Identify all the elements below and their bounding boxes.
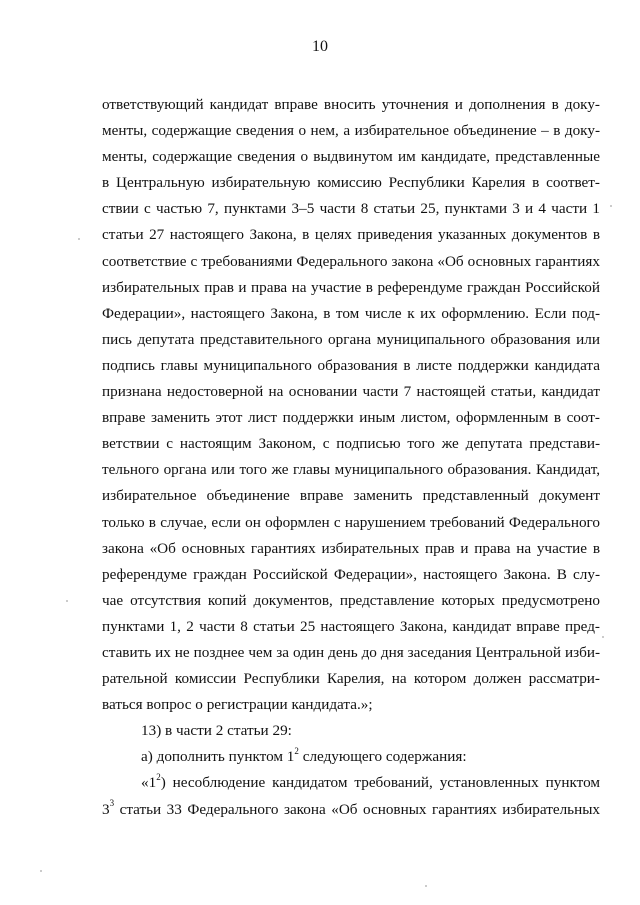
- text-line: менты, содержащие сведения о нем, а избирательное объединение – в доку-: [102, 122, 600, 140]
- text-line: в Центральную избирательную комиссию Республики Карелия в соответ-: [102, 174, 600, 192]
- scan-speck: [602, 636, 604, 638]
- text-line: подпись главы муниципального образования в листе поддержки кандидата: [102, 356, 600, 374]
- text-line: ответствующий кандидат вправе вносить уточнения и дополнения в доку-: [102, 96, 600, 113]
- text-line: чае отсутствия копий документов, представление которых предусмотрено: [102, 591, 600, 609]
- quote-open: «1: [141, 774, 157, 792]
- text-line: ваться вопрос о регистрации кандидата.»;: [102, 696, 373, 714]
- item-a-tail: следующего содержания:: [298, 748, 467, 766]
- scan-speck: [66, 600, 68, 602]
- text-line: признана недостоверной на основании части 7 настоящей статьи, кандидат: [102, 383, 600, 401]
- quote-superscript: 2: [156, 772, 161, 783]
- text-line: статьи 27 настоящего Закона, в целях приведения указанных документов в: [102, 226, 600, 244]
- text-line: вправе заменить этот лист поддержки иным листом, оформленным в соот-: [102, 409, 600, 427]
- text-line: только в случае, если он оформлен с нарушением требований Федерального: [102, 513, 600, 531]
- text-line: закона «Об основных гарантиях избирательных прав и права на участие в: [102, 539, 600, 557]
- text-line: избирательное объединение вправе заменить представленный документ: [102, 487, 600, 505]
- text-line: менты, содержащие сведения о выдвинутом им кандидате, представленные: [102, 148, 600, 166]
- text-line: соответствие с требованиями Федерального закона «Об основных гарантиях: [102, 252, 600, 270]
- quote-rest: ) несоблюдение кандидатом требований, установленных пунктом: [160, 774, 600, 792]
- scan-speck: [78, 238, 80, 240]
- item-13: 13) в части 2 статьи 29:: [141, 722, 292, 740]
- text-line: ветствии с настоящим Законом, с подписью того же депутата представи-: [102, 435, 600, 453]
- document-body: [102, 92, 600, 823]
- text-line: пунктами 1, 2 части 8 статьи 25 настоящего Закона, кандидат вправе пред-: [102, 617, 600, 635]
- item-a-superscript: 2: [294, 746, 299, 757]
- last-line-superscript: 3: [109, 798, 115, 809]
- quote-line: [102, 770, 600, 796]
- text-line: рательной комиссии Республики Карелия, на котором должен рассматри-: [102, 670, 600, 688]
- text-line: ствии с частью 7, пунктами 3–5 части 8 статьи 25, пунктами 3 и 4 части 1: [102, 200, 600, 218]
- scan-speck: [425, 885, 427, 887]
- text-line: тельного органа или того же главы муниципального образования. Кандидат,: [102, 461, 600, 479]
- scan-speck: [40, 870, 42, 872]
- text-line: ставить их не позднее чем за один день до дня заседания Центральной изби-: [102, 643, 600, 661]
- text-line: Федерации», настоящего Закона, в том числе к их оформлению. Если под-: [102, 304, 600, 322]
- item-a: [102, 744, 600, 770]
- last-line: [102, 797, 600, 823]
- text-line: референдуме граждан Российской Федерации», настоящего Закона. В слу-: [102, 565, 600, 583]
- scan-speck: [610, 205, 612, 207]
- last-line-rest: статьи 33 Федерального закона «Об основных гарантиях избирательных: [114, 800, 600, 818]
- text-line: избирательных прав и права на участие в референдуме граждан Российской: [102, 278, 600, 296]
- page-number: 10: [312, 38, 328, 55]
- text-line: пись депутата представительного органа муниципального образования или: [102, 330, 600, 348]
- last-line-number: 3: [102, 800, 110, 818]
- item-a-text: а) дополнить пунктом 1: [141, 748, 295, 766]
